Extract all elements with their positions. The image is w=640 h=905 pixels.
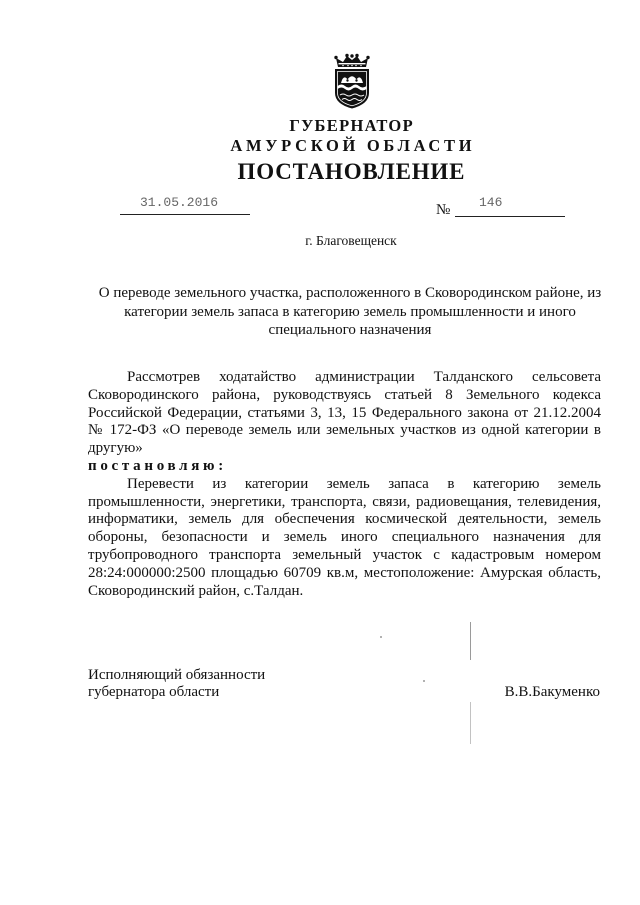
scan-artifact	[380, 636, 382, 638]
resolve-word: постановляю:	[88, 457, 227, 474]
signatory-position	[88, 667, 265, 700]
document-number: 146	[479, 195, 503, 210]
header-governor: ГУБЕРНАТОР	[289, 116, 414, 135]
text-line: Сковородинского района, руководствуясь статьей 8 Земельного кодекса	[88, 386, 601, 403]
position-line: губернатора области	[88, 683, 220, 700]
scan-artifact	[470, 622, 471, 660]
position-line: Исполняющий обязанности	[88, 667, 266, 683]
subject-line: О переводе земельного участка, расположенного в Сковородинском районе, из	[98, 285, 602, 301]
header-region: АМУРСКОЙ ОБЛАСТИ	[230, 136, 476, 155]
document-body	[88, 369, 601, 600]
text-line: промышленности, энергетики, транспорта, связи, радиовещания, телевидения,	[88, 493, 601, 510]
text-line: Перевести из категории земель запаса в категорию земель	[127, 475, 601, 492]
text-line: другую»	[88, 440, 143, 457]
document-type-title: ПОСТАНОВЛЕНИЕ	[237, 159, 466, 184]
text-line: Российской Федерации, статьями 3, 13, 15 Федерального закона от 21.12.2004	[88, 404, 601, 421]
text-line: обороны, безопасности и земель иного специального назначения для	[88, 529, 601, 546]
scan-artifact	[423, 680, 425, 682]
resolution-paragraph	[88, 476, 601, 601]
number-sign: №	[436, 202, 451, 218]
document-subject	[88, 284, 612, 340]
subject-line: категории земель запаса в категорию земель промышленности и иного	[124, 303, 576, 320]
text-line: Рассмотрев ходатайство администрации Талданского сельсовета	[127, 369, 601, 385]
text-line: Сковородинский район, с.Талдан.	[88, 582, 304, 599]
text-line: 28:24:000000:2500 площадью 60709 кв.м, местоположение: Амурская область,	[88, 564, 601, 581]
date-underline	[120, 214, 250, 215]
subject-line: специального назначения	[268, 322, 432, 338]
number-underline	[455, 216, 565, 217]
document-date: 31.05.2016	[140, 195, 219, 210]
coat-of-arms-icon	[331, 53, 373, 109]
text-line: № 172-ФЗ «О переводе земель или земельных участков из одной категории в	[88, 422, 601, 439]
text-line: информатики, земель для обеспечения космической деятельности, земель	[88, 511, 601, 528]
scan-artifact	[470, 702, 471, 744]
preamble-paragraph	[88, 369, 601, 458]
text-line: трубопроводного транспорта земельный участок с кадастровым номером	[88, 546, 601, 563]
signatory-name: В.В.Бакуменко	[504, 683, 600, 700]
city-name: г. Благовещенск	[305, 233, 397, 248]
